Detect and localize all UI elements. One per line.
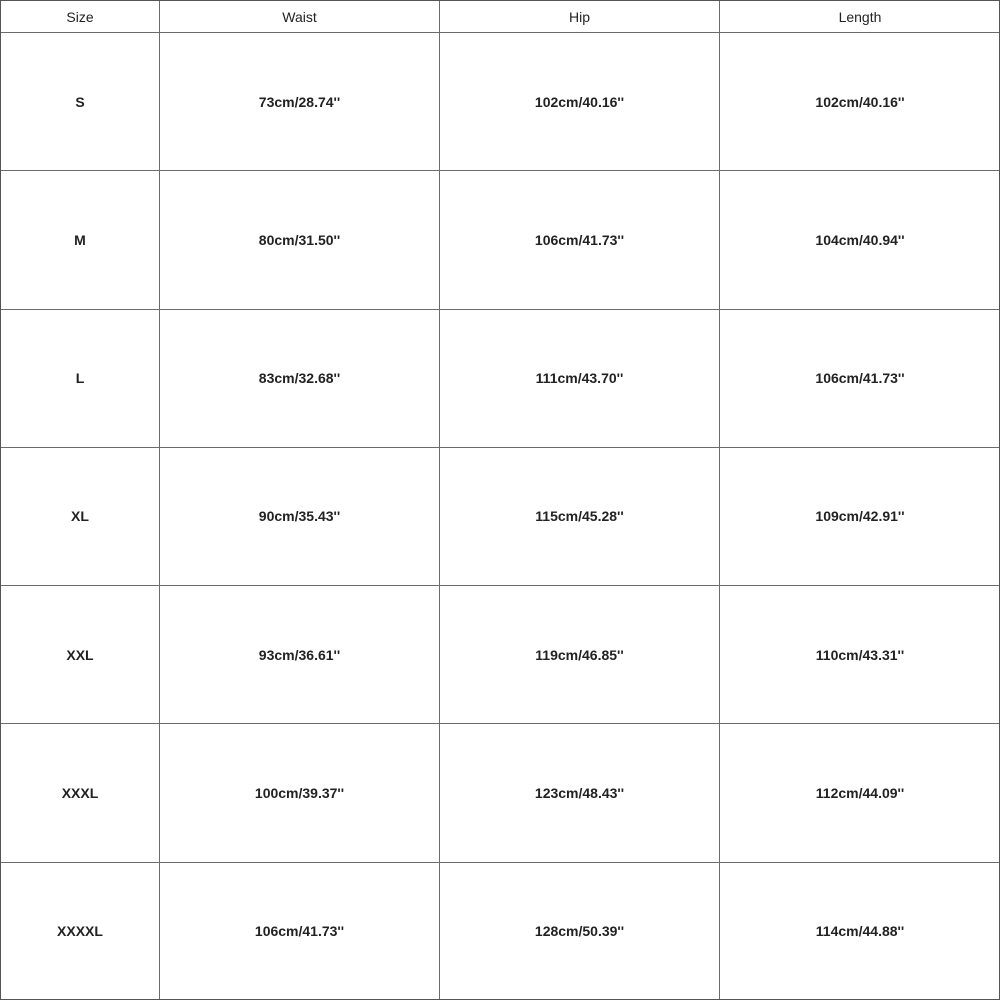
table-row xyxy=(1,447,1000,585)
cell-length: 106cm/41.73'' xyxy=(720,309,1000,447)
header-size: Size xyxy=(1,1,160,33)
header-hip: Hip xyxy=(440,1,720,33)
table-row xyxy=(1,309,1000,447)
cell-waist: 83cm/32.68'' xyxy=(160,309,440,447)
cell-hip: 111cm/43.70'' xyxy=(440,309,720,447)
cell-waist: 93cm/36.61'' xyxy=(160,586,440,724)
header-row xyxy=(1,1,1000,33)
cell-hip: 123cm/48.43'' xyxy=(440,724,720,862)
cell-waist: 100cm/39.37'' xyxy=(160,724,440,862)
cell-size: XXXXL xyxy=(1,862,160,999)
cell-size: S xyxy=(1,33,160,171)
cell-length: 114cm/44.88'' xyxy=(720,862,1000,999)
table-row xyxy=(1,862,1000,999)
table-row xyxy=(1,171,1000,309)
cell-length: 102cm/40.16'' xyxy=(720,33,1000,171)
cell-length: 112cm/44.09'' xyxy=(720,724,1000,862)
cell-length: 110cm/43.31'' xyxy=(720,586,1000,724)
table-row xyxy=(1,33,1000,171)
cell-waist: 90cm/35.43'' xyxy=(160,447,440,585)
table-row xyxy=(1,586,1000,724)
cell-waist: 80cm/31.50'' xyxy=(160,171,440,309)
cell-size: XL xyxy=(1,447,160,585)
cell-length: 104cm/40.94'' xyxy=(720,171,1000,309)
cell-hip: 106cm/41.73'' xyxy=(440,171,720,309)
cell-hip: 115cm/45.28'' xyxy=(440,447,720,585)
cell-hip: 128cm/50.39'' xyxy=(440,862,720,999)
cell-length: 109cm/42.91'' xyxy=(720,447,1000,585)
cell-hip: 119cm/46.85'' xyxy=(440,586,720,724)
header-length: Length xyxy=(720,1,1000,33)
cell-size: XXXL xyxy=(1,724,160,862)
cell-size: M xyxy=(1,171,160,309)
cell-waist: 106cm/41.73'' xyxy=(160,862,440,999)
cell-waist: 73cm/28.74'' xyxy=(160,33,440,171)
cell-hip: 102cm/40.16'' xyxy=(440,33,720,171)
table-row xyxy=(1,724,1000,862)
cell-size: XXL xyxy=(1,586,160,724)
cell-size: L xyxy=(1,309,160,447)
header-waist: Waist xyxy=(160,1,440,33)
